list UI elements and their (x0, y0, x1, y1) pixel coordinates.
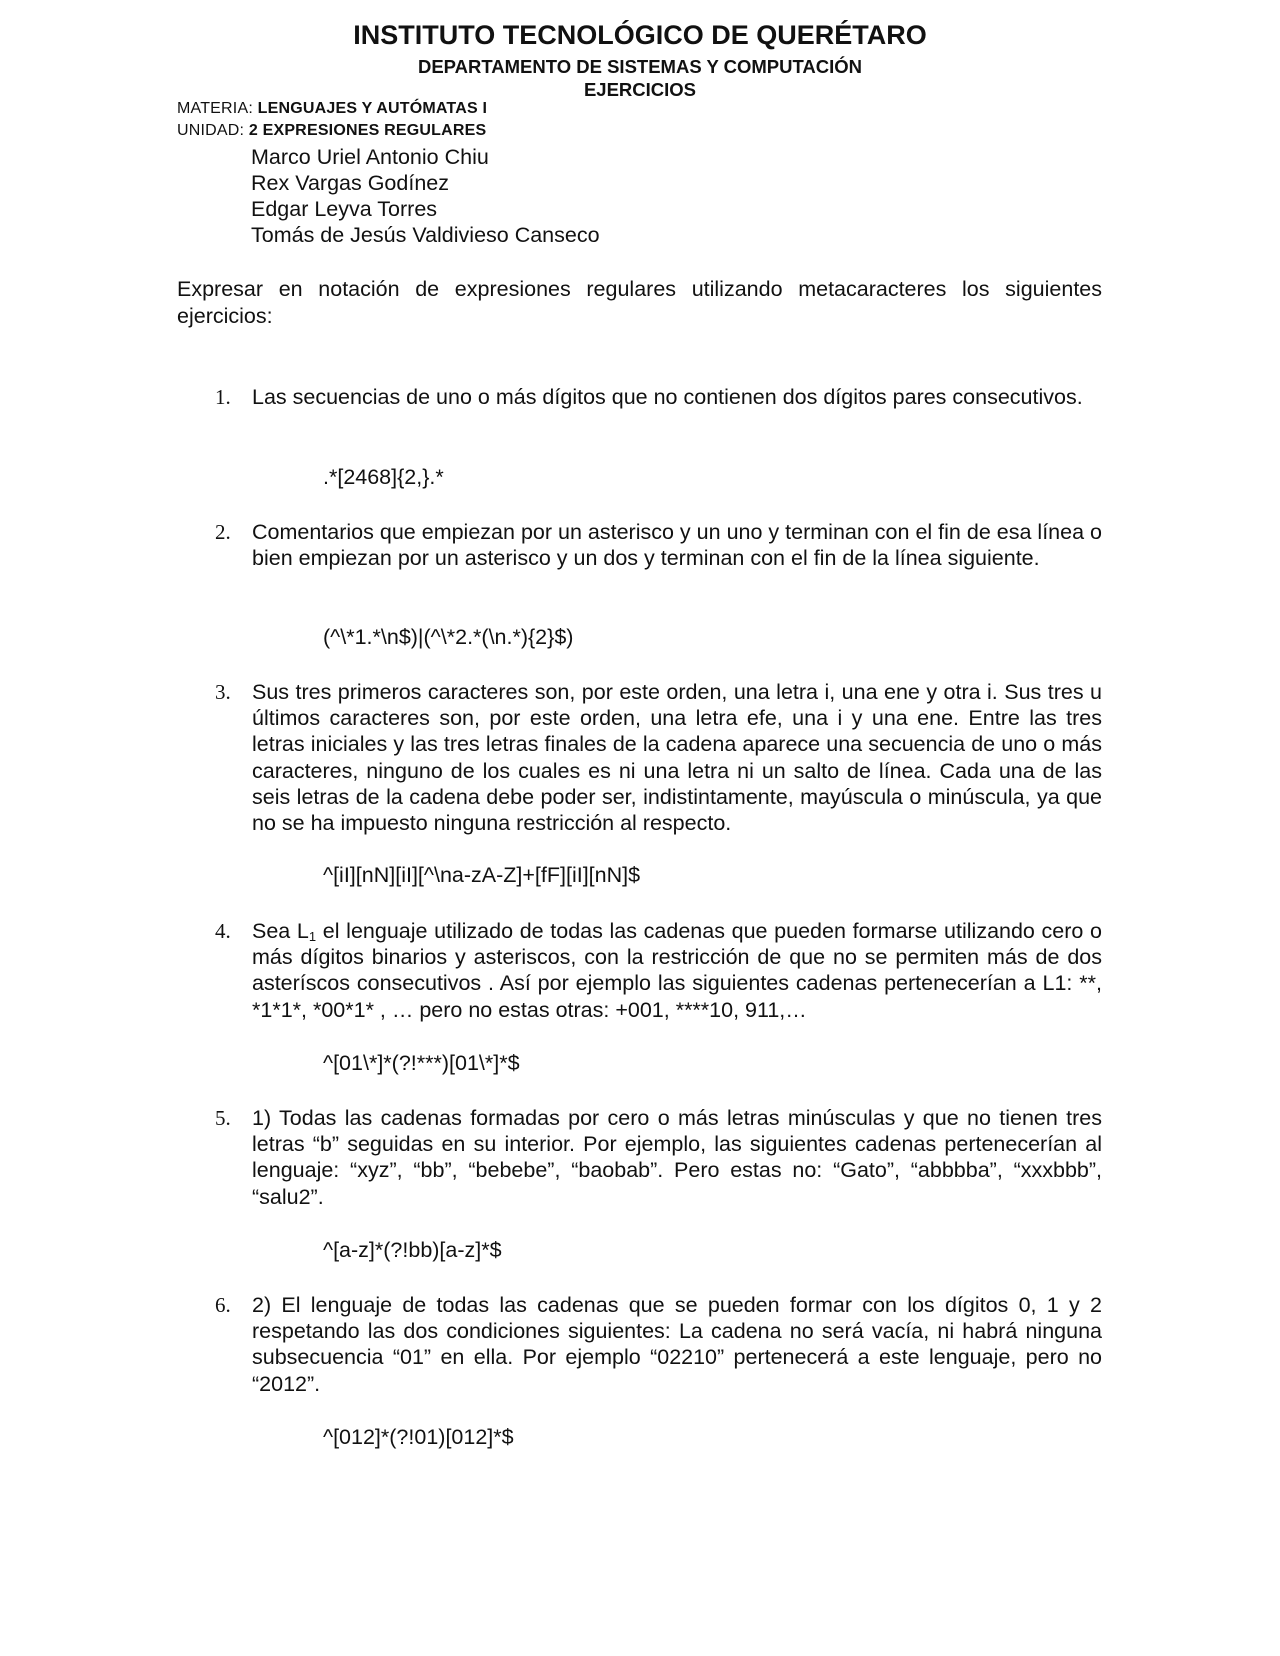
subject-value: LENGUAJES Y AUTÓMATAS I (257, 100, 488, 117)
exercise-item (177, 918, 1102, 1023)
institute-title: INSTITUTO TECNOLÓGICO DE QUERÉTARO (353, 20, 927, 50)
exercise-text: 2) El lenguaje de todas las cadenas que se pueden formar con los dígitos 0, 1 y 2 respetando las dos condiciones siguientes: La cadena no será vacía, ni habrá ninguna subsecuencia “01” en ella. Por ejemplo “02210” pertenecerá a este lenguaje, pero no “2012”. (252, 1293, 1102, 1396)
subject-line (177, 100, 487, 118)
department-title: DEPARTAMENTO DE SISTEMAS Y COMPUTACIÓN (417, 56, 863, 77)
exercise-item (177, 519, 1102, 571)
exercise-text: Sus tres primeros caracteres son, por este orden, una letra i, una ene y otra i. Sus tres u últimos caracteres son, por este orden, una letra efe, una i y una ene. Entre las tres letras iniciales y las tres letras finales de la cadena aparece una secuencia de uno o más caracteres, ninguno de los cuales es ni una letra ni un salto de línea. Cada una de las seis letras de la cadena debe poder ser, indistintamente, mayúscula o minúscula, ya que no se ha impuesto ninguna restricción al respecto. (252, 680, 1102, 836)
exercise-number: 6. (215, 1293, 231, 1317)
exercise-text: 1) Todas las cadenas formadas por cero o más letras minúsculas y que no tienen tres letras “b” seguidas en su interior. Por ejemplo, las siguientes cadenas pertenecerían al lenguaje: “xyz”, “bb”, “bebebe”, “baobab”. Pero estas no: “Gato”, “abbbba”, “xxxbbb”, “salu2”. (252, 1106, 1102, 1209)
unit-line (177, 122, 486, 140)
exercise-text: Comentarios que empiezan por un asterisco y un uno y terminan con el fin de esa línea o bien empiezan por un asterisco y un dos y terminan con el fin de la línea siguiente. (252, 520, 1102, 571)
exercise-text: Sea $L_1$ el lenguaje utilizado de todas las cadenas que pueden formarse utilizando cero o más dígitos binarios y asteriscos, con la restricción de que no se permiten más de dos asteríscos consecutivos . Así por ejemplo las siguientes cadenas pertenecerían a L1: **, *1*1*, *00*1* , … pero no estas otras: +001, ****10, 911,… (252, 919, 1102, 1022)
exercise-answer: ^[01\*]*(?!***)[01\*]*$ (323, 1051, 520, 1075)
exercise-number: 5. (215, 1106, 231, 1130)
exercise-item (177, 1105, 1102, 1210)
exercise-number: 1. (215, 385, 231, 409)
exercise-item (177, 384, 1102, 410)
subscript: 1 (308, 929, 317, 944)
exercise-number: 3. (215, 680, 231, 704)
authors-list (251, 144, 600, 248)
author-name: Marco Uriel Antonio Chiu (251, 145, 489, 169)
exercise-text: Las secuencias de uno o más dígitos que no contienen dos dígitos pares consecutivos. (252, 385, 1083, 409)
exercise-number: 2. (215, 520, 231, 544)
unit-value: 2 EXPRESIONES REGULARES (248, 122, 487, 139)
exercise-answer: ^[012]*(?!01)[012]*$ (323, 1425, 514, 1449)
exercise-answer: ^[iI][nN][iI][^\na-zA-Z]+[fF][iI][nN]$ (323, 863, 641, 887)
exercise-answer: ^[a-z]*(?!bb)[a-z]*$ (323, 1238, 502, 1262)
author-name: Tomás de Jesús Valdivieso Canseco (251, 223, 600, 247)
exercise-number: 4. (215, 919, 231, 943)
subject-label: MATERIA: (177, 100, 258, 117)
author-name: Edgar Leyva Torres (251, 197, 438, 221)
author-name: Rex Vargas Godínez (251, 171, 449, 195)
document-type: EJERCICIOS (583, 79, 697, 100)
exercise-answer: (^\*1.*\n$)|(^\*2.*(\n.*){2}$) (323, 625, 574, 649)
exercise-answer: .*[2468]{2,}.* (323, 465, 444, 489)
exercise-item (177, 1292, 1102, 1397)
unit-label: UNIDAD: (177, 122, 249, 139)
exercise-item (177, 679, 1102, 836)
intro-paragraph: Expresar en notación de expresiones regulares utilizando metacaracteres los siguientes ejercicios: (177, 277, 1102, 328)
